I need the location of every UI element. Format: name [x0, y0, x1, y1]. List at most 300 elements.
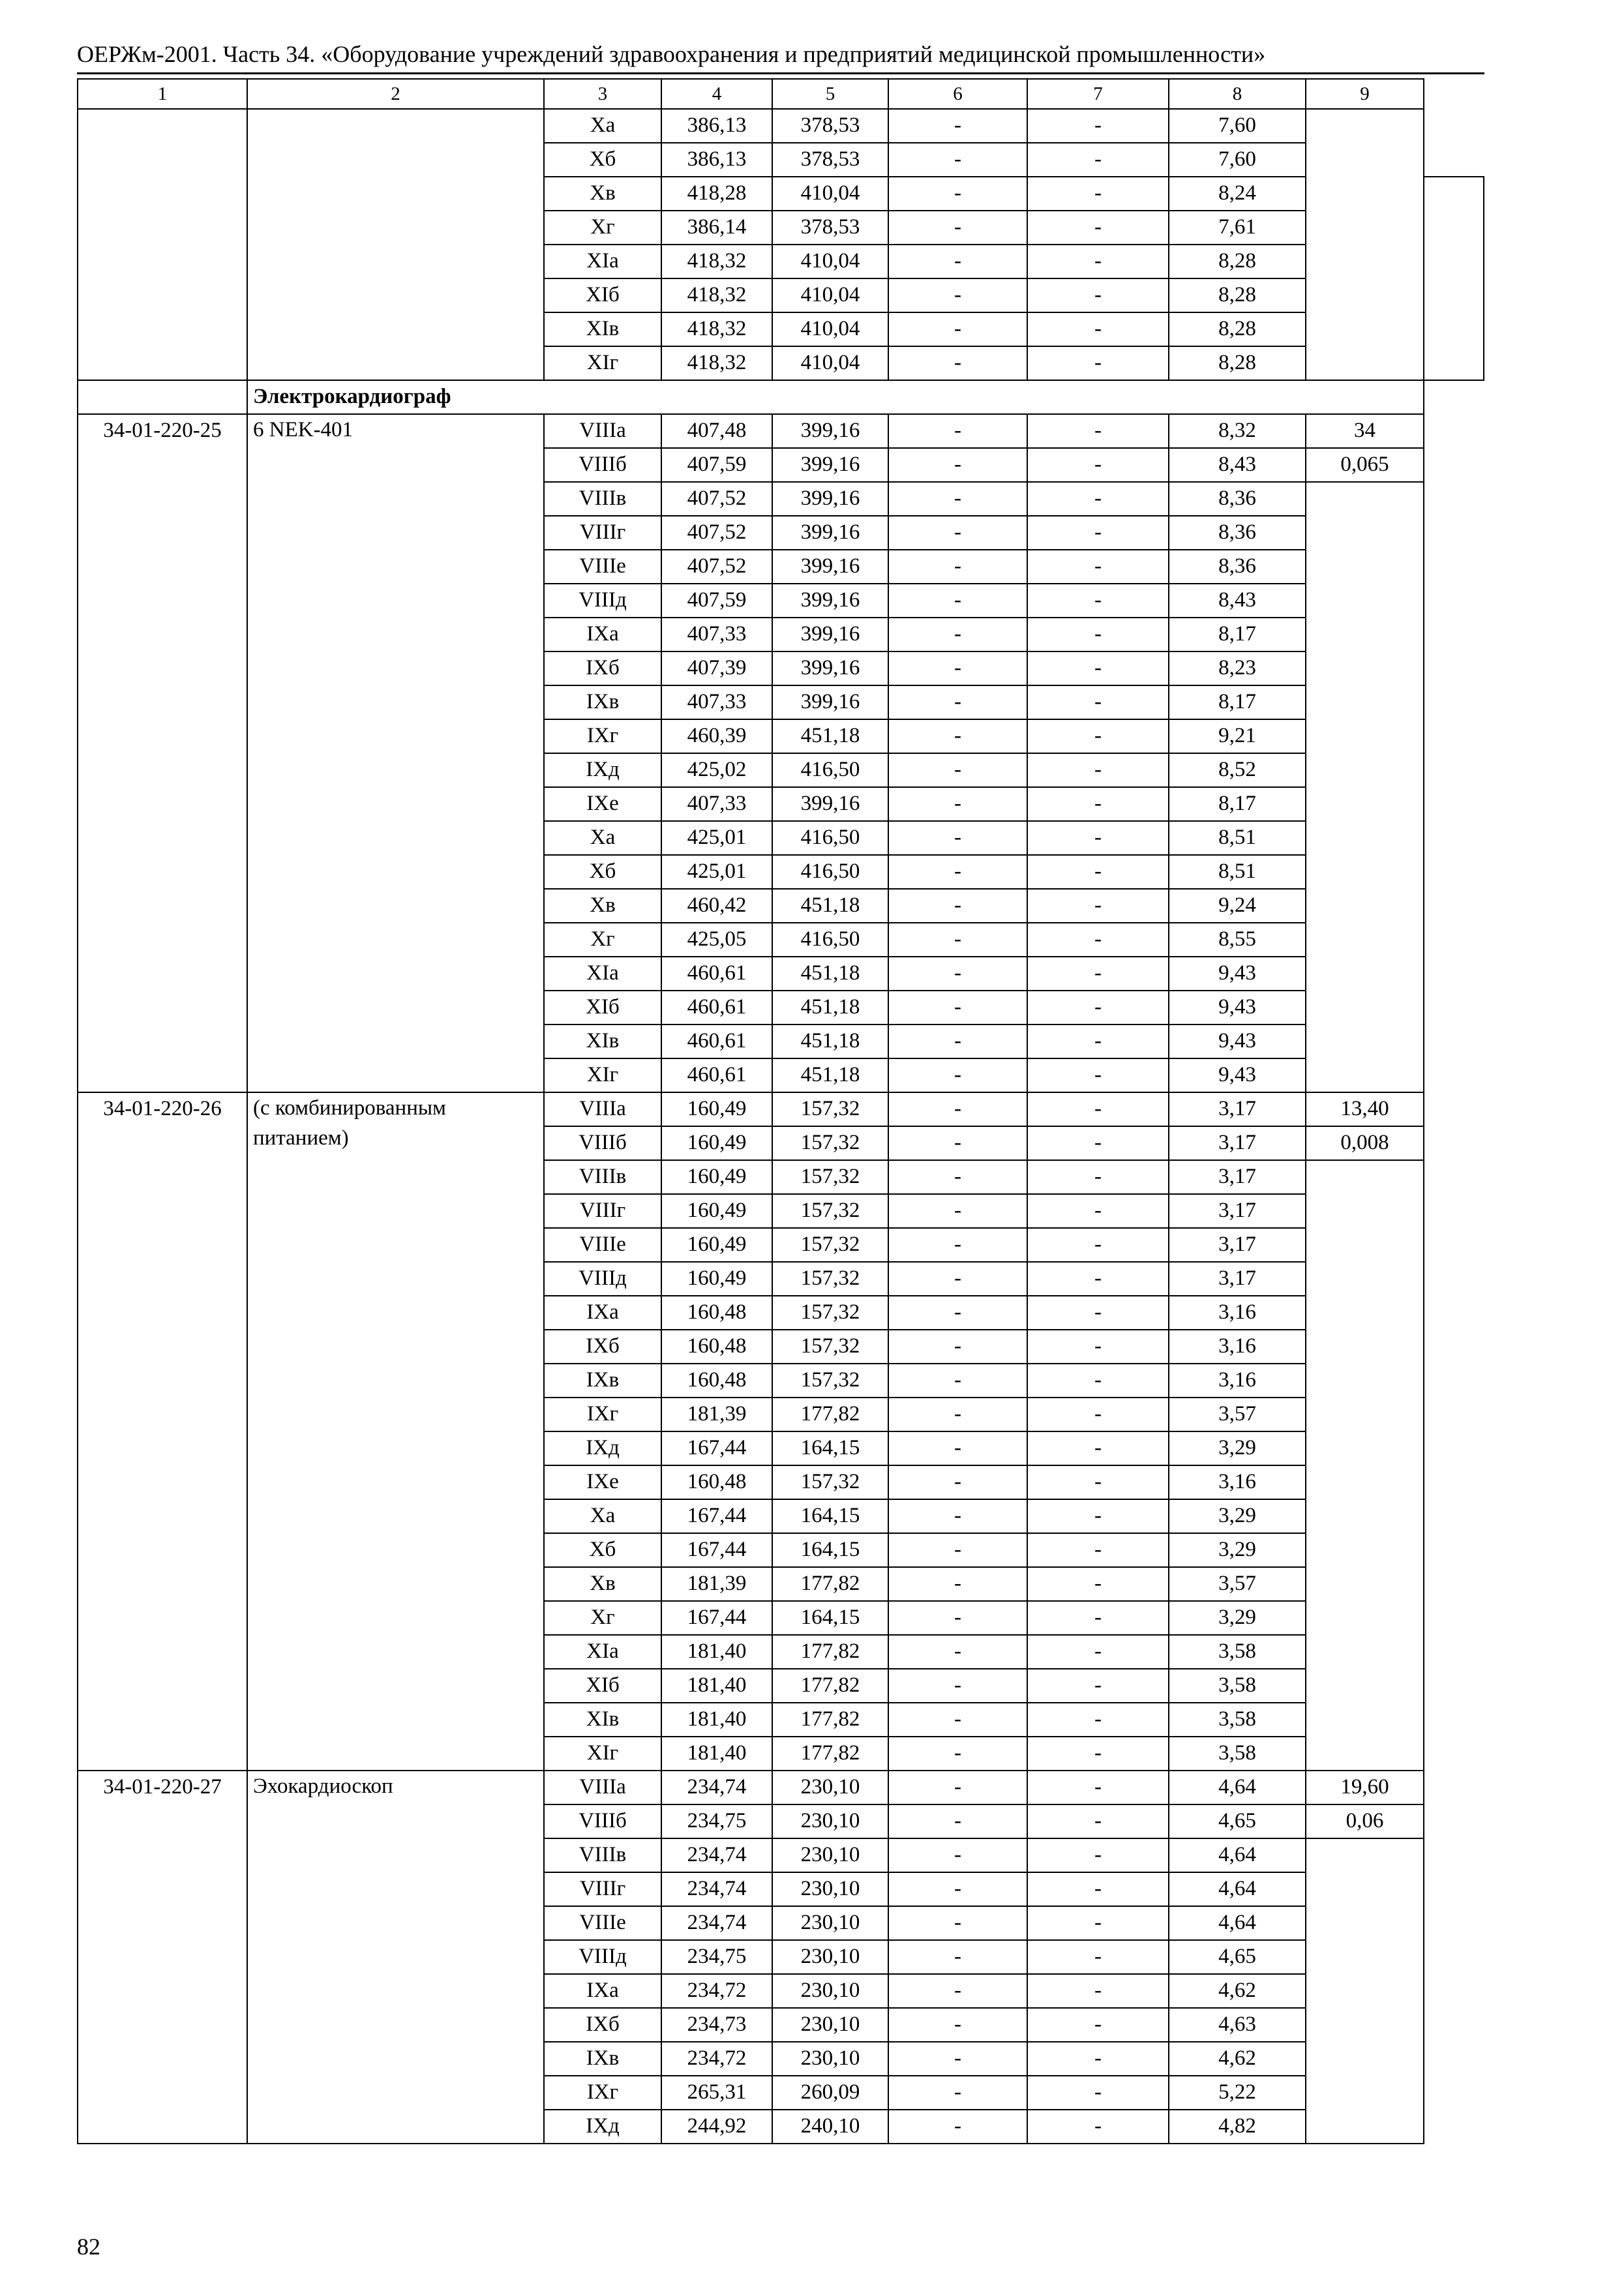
wage-cell: 230,10 — [772, 1804, 888, 1838]
column-number: 3 — [544, 79, 661, 109]
materials-cell: 3,17 — [1169, 1194, 1306, 1228]
total-cost-cell: 234,74 — [661, 1838, 772, 1872]
materials-cell: 3,29 — [1169, 1601, 1306, 1635]
condition-cell: ХIг — [544, 346, 661, 380]
materials-cell: 8,17 — [1169, 618, 1306, 651]
materials-cell: 8,51 — [1169, 821, 1306, 855]
machine-cell: - — [888, 1974, 1027, 2008]
condition-cell: VIIIд — [544, 1262, 661, 1296]
wage-cell: 260,09 — [772, 2076, 888, 2110]
machinist-cell: - — [1027, 482, 1169, 516]
materials-cell: 9,21 — [1169, 719, 1306, 753]
materials-cell: 3,17 — [1169, 1126, 1306, 1160]
total-cost-cell: 407,59 — [661, 448, 772, 482]
condition-cell: Хг — [544, 1601, 661, 1635]
machine-cell: - — [888, 923, 1027, 957]
machinist-cell: - — [1027, 923, 1169, 957]
wage-cell: 451,18 — [772, 1025, 888, 1058]
total-cost-cell: 407,48 — [661, 414, 772, 448]
item-code: 34-01-220-26 — [78, 1092, 247, 1771]
wage-cell: 399,16 — [772, 651, 888, 685]
wage-cell: 416,50 — [772, 923, 888, 957]
table-body — [78, 79, 1484, 2144]
wage-cell: 399,16 — [772, 550, 888, 584]
wage-cell: 164,15 — [772, 1601, 888, 1635]
total-cost-cell: 407,52 — [661, 516, 772, 550]
condition-cell: Хб — [544, 1533, 661, 1567]
machinist-cell: - — [1027, 855, 1169, 889]
machinist-cell: - — [1027, 1364, 1169, 1398]
total-cost-cell: 234,74 — [661, 1906, 772, 1940]
machine-cell: - — [888, 1872, 1027, 1906]
total-cost-cell: 407,33 — [661, 787, 772, 821]
materials-cell: 4,82 — [1169, 2110, 1306, 2144]
wage-cell: 230,10 — [772, 1838, 888, 1872]
machinist-cell: - — [1027, 1906, 1169, 1940]
machine-cell: - — [888, 1533, 1027, 1567]
machine-cell: - — [888, 1669, 1027, 1703]
total-cost-cell: 407,59 — [661, 584, 772, 618]
wage-cell: 451,18 — [772, 1058, 888, 1092]
wage-cell: 177,82 — [772, 1567, 888, 1601]
wage-cell: 378,53 — [772, 109, 888, 143]
condition-cell: VIIIб — [544, 1804, 661, 1838]
materials-cell: 8,28 — [1169, 245, 1306, 278]
condition-cell: ХIв — [544, 1025, 661, 1058]
machine-cell: - — [888, 821, 1027, 855]
machinist-cell: - — [1027, 1838, 1169, 1872]
materials-cell: 5,22 — [1169, 2076, 1306, 2110]
total-cost-cell: 425,01 — [661, 855, 772, 889]
condition-cell: ХIб — [544, 1669, 661, 1703]
machine-cell: - — [888, 1194, 1027, 1228]
materials-cell: 9,43 — [1169, 991, 1306, 1025]
total-cost-cell: 265,31 — [661, 2076, 772, 2110]
materials-cell: 8,55 — [1169, 923, 1306, 957]
machine-cell: - — [888, 719, 1027, 753]
materials-cell: 8,36 — [1169, 482, 1306, 516]
machinist-cell: - — [1027, 1974, 1169, 2008]
total-cost-cell: 418,32 — [661, 312, 772, 346]
table-row — [78, 1771, 1484, 1804]
materials-cell: 3,29 — [1169, 1499, 1306, 1533]
materials-cell: 8,28 — [1169, 312, 1306, 346]
materials-cell: 4,62 — [1169, 1974, 1306, 2008]
materials-cell: 3,58 — [1169, 1737, 1306, 1771]
machinist-cell: - — [1027, 787, 1169, 821]
wage-cell: 399,16 — [772, 448, 888, 482]
item-code: 34-01-220-25 — [78, 414, 247, 1092]
condition-cell: IХв — [544, 1364, 661, 1398]
total-cost-cell: 181,40 — [661, 1737, 772, 1771]
wage-cell: 157,32 — [772, 1228, 888, 1262]
machinist-cell: - — [1027, 584, 1169, 618]
machinist-cell: - — [1027, 177, 1169, 211]
machine-cell: - — [888, 1364, 1027, 1398]
machine-cell: - — [888, 414, 1027, 448]
wage-cell: 399,16 — [772, 584, 888, 618]
machinist-cell: - — [1027, 448, 1169, 482]
item-name: (с комбинированным питанием) — [247, 1092, 544, 1771]
section-row — [78, 380, 1484, 414]
machine-cell: - — [888, 143, 1027, 177]
machinist-cell: - — [1027, 1499, 1169, 1533]
labor-cell — [1306, 482, 1424, 1092]
wage-cell: 164,15 — [772, 1499, 888, 1533]
materials-cell: 8,24 — [1169, 177, 1306, 211]
machinist-cell: - — [1027, 1465, 1169, 1499]
machinist-cell: - — [1027, 1771, 1169, 1804]
total-cost-cell: 167,44 — [661, 1431, 772, 1465]
total-cost-cell: 418,28 — [661, 177, 772, 211]
machinist-cell: - — [1027, 1296, 1169, 1330]
wage-cell: 410,04 — [772, 346, 888, 380]
wage-cell: 157,32 — [772, 1126, 888, 1160]
machinist-cell: - — [1027, 1228, 1169, 1262]
machinist-cell: - — [1027, 821, 1169, 855]
materials-cell: 3,16 — [1169, 1364, 1306, 1398]
item-code — [78, 109, 247, 380]
table-row — [78, 1092, 1484, 1126]
machine-cell: - — [888, 109, 1027, 143]
labor-cell: 0,06 — [1306, 1804, 1424, 1838]
machinist-cell: - — [1027, 1431, 1169, 1465]
wage-cell: 157,32 — [772, 1194, 888, 1228]
machine-cell: - — [888, 651, 1027, 685]
condition-cell: Хв — [544, 1567, 661, 1601]
total-cost-cell: 181,39 — [661, 1567, 772, 1601]
machinist-cell: - — [1027, 1703, 1169, 1737]
machinist-cell: - — [1027, 2076, 1169, 2110]
machinist-cell: - — [1027, 1194, 1169, 1228]
total-cost-cell: 386,13 — [661, 143, 772, 177]
machine-cell: - — [888, 550, 1027, 584]
machine-cell: - — [888, 1804, 1027, 1838]
section-code-cell — [78, 380, 247, 414]
materials-cell: 8,28 — [1169, 346, 1306, 380]
machinist-cell: - — [1027, 1058, 1169, 1092]
machine-cell: - — [888, 1906, 1027, 1940]
materials-cell: 7,60 — [1169, 109, 1306, 143]
column-number: 2 — [247, 79, 544, 109]
wage-cell: 157,32 — [772, 1465, 888, 1499]
machinist-cell: - — [1027, 1262, 1169, 1296]
machine-cell: - — [888, 1431, 1027, 1465]
total-cost-cell: 425,05 — [661, 923, 772, 957]
wage-cell: 416,50 — [772, 821, 888, 855]
condition-cell: VIIIб — [544, 1126, 661, 1160]
materials-cell: 3,16 — [1169, 1330, 1306, 1364]
materials-cell: 4,64 — [1169, 1872, 1306, 1906]
condition-cell: Ха — [544, 1499, 661, 1533]
rates-table — [77, 78, 1484, 2144]
materials-cell: 8,23 — [1169, 651, 1306, 685]
wage-cell: 410,04 — [772, 278, 888, 312]
machinist-cell: - — [1027, 1126, 1169, 1160]
condition-cell: IХе — [544, 787, 661, 821]
wage-cell: 410,04 — [772, 245, 888, 278]
machinist-cell: - — [1027, 143, 1169, 177]
wage-cell: 399,16 — [772, 787, 888, 821]
total-cost-cell: 425,01 — [661, 821, 772, 855]
condition-cell: VIIIе — [544, 1906, 661, 1940]
wage-cell: 416,50 — [772, 855, 888, 889]
machinist-cell: - — [1027, 109, 1169, 143]
machine-cell: - — [888, 448, 1027, 482]
condition-cell: ХIа — [544, 245, 661, 278]
condition-cell: IХг — [544, 1398, 661, 1431]
condition-cell: VIIIг — [544, 1194, 661, 1228]
condition-cell: VIIIв — [544, 1160, 661, 1194]
materials-cell: 3,57 — [1169, 1567, 1306, 1601]
condition-cell: ХIв — [544, 1703, 661, 1737]
labor-cell: 0,065 — [1306, 448, 1424, 482]
materials-cell: 8,17 — [1169, 685, 1306, 719]
wage-cell: 230,10 — [772, 1906, 888, 1940]
wage-cell: 157,32 — [772, 1330, 888, 1364]
machinist-cell: - — [1027, 1330, 1169, 1364]
total-cost-cell: 244,92 — [661, 2110, 772, 2144]
total-cost-cell: 167,44 — [661, 1601, 772, 1635]
machine-cell: - — [888, 2008, 1027, 2042]
condition-cell: ХIб — [544, 991, 661, 1025]
materials-cell: 4,62 — [1169, 2042, 1306, 2076]
item-name: Эхокардиоскоп — [247, 1771, 544, 2144]
wage-cell: 157,32 — [772, 1364, 888, 1398]
machinist-cell: - — [1027, 211, 1169, 245]
wage-cell: 177,82 — [772, 1398, 888, 1431]
machinist-cell: - — [1027, 1567, 1169, 1601]
item-name — [247, 109, 544, 380]
column-number: 6 — [888, 79, 1027, 109]
total-cost-cell: 160,48 — [661, 1330, 772, 1364]
total-cost-cell: 181,40 — [661, 1669, 772, 1703]
wage-cell: 378,53 — [772, 143, 888, 177]
materials-cell: 8,43 — [1169, 448, 1306, 482]
total-cost-cell: 160,49 — [661, 1160, 772, 1194]
total-cost-cell: 181,40 — [661, 1703, 772, 1737]
machinist-cell: - — [1027, 516, 1169, 550]
wage-cell: 230,10 — [772, 2042, 888, 2076]
materials-cell: 7,60 — [1169, 143, 1306, 177]
wage-cell: 416,50 — [772, 753, 888, 787]
wage-cell: 399,16 — [772, 618, 888, 651]
machine-cell: - — [888, 1635, 1027, 1669]
total-cost-cell: 160,49 — [661, 1194, 772, 1228]
materials-cell: 9,43 — [1169, 957, 1306, 991]
condition-cell: IХв — [544, 2042, 661, 2076]
materials-cell: 9,43 — [1169, 1025, 1306, 1058]
total-cost-cell: 407,33 — [661, 685, 772, 719]
machine-cell: - — [888, 991, 1027, 1025]
column-number: 8 — [1169, 79, 1306, 109]
column-number-row — [78, 79, 1484, 109]
condition-cell: VIIIд — [544, 584, 661, 618]
machine-cell: - — [888, 1058, 1027, 1092]
total-cost-cell: 407,52 — [661, 482, 772, 516]
wage-cell: 451,18 — [772, 957, 888, 991]
materials-cell: 3,58 — [1169, 1669, 1306, 1703]
wage-cell: 399,16 — [772, 516, 888, 550]
wage-cell: 157,32 — [772, 1262, 888, 1296]
wage-cell: 230,10 — [772, 1872, 888, 1906]
total-cost-cell: 425,02 — [661, 753, 772, 787]
materials-cell: 8,43 — [1169, 584, 1306, 618]
condition-cell: IХг — [544, 2076, 661, 2110]
condition-cell: Хб — [544, 143, 661, 177]
machinist-cell: - — [1027, 2110, 1169, 2144]
condition-cell: VIIIе — [544, 550, 661, 584]
machinist-cell: - — [1027, 1804, 1169, 1838]
machine-cell: - — [888, 1703, 1027, 1737]
condition-cell: Хб — [544, 855, 661, 889]
materials-cell: 9,43 — [1169, 1058, 1306, 1092]
condition-cell: Хг — [544, 923, 661, 957]
machinist-cell: - — [1027, 1533, 1169, 1567]
machinist-cell: - — [1027, 2008, 1169, 2042]
machinist-cell: - — [1027, 346, 1169, 380]
total-cost-cell: 234,74 — [661, 1872, 772, 1906]
condition-cell: IХг — [544, 719, 661, 753]
total-cost-cell: 234,72 — [661, 1974, 772, 2008]
condition-cell: ХIа — [544, 1635, 661, 1669]
materials-cell: 4,65 — [1169, 1940, 1306, 1974]
materials-cell: 3,29 — [1169, 1533, 1306, 1567]
wage-cell: 157,32 — [772, 1160, 888, 1194]
machine-cell: - — [888, 1465, 1027, 1499]
machinist-cell: - — [1027, 1092, 1169, 1126]
total-cost-cell: 160,49 — [661, 1092, 772, 1126]
machinist-cell: - — [1027, 753, 1169, 787]
labor-cell: 0,008 — [1306, 1126, 1424, 1160]
condition-cell: IХб — [544, 651, 661, 685]
total-cost-cell: 160,48 — [661, 1364, 772, 1398]
column-number: 7 — [1027, 79, 1169, 109]
machinist-cell: - — [1027, 957, 1169, 991]
total-cost-cell: 167,44 — [661, 1533, 772, 1567]
materials-cell: 3,17 — [1169, 1160, 1306, 1194]
machine-cell: - — [888, 1737, 1027, 1771]
machinist-cell: - — [1027, 1940, 1169, 1974]
wage-cell: 451,18 — [772, 719, 888, 753]
materials-cell: 3,16 — [1169, 1296, 1306, 1330]
machinist-cell: - — [1027, 1398, 1169, 1431]
machine-cell: - — [888, 1126, 1027, 1160]
machine-cell: - — [888, 278, 1027, 312]
condition-cell: Ха — [544, 821, 661, 855]
labor-cell — [1306, 1160, 1424, 1771]
section-title: Электрокардиограф — [247, 380, 1424, 414]
machine-cell: - — [888, 1771, 1027, 1804]
condition-cell: ХIг — [544, 1737, 661, 1771]
machine-cell: - — [888, 346, 1027, 380]
machinist-cell: - — [1027, 278, 1169, 312]
machinist-cell: - — [1027, 1635, 1169, 1669]
total-cost-cell: 160,48 — [661, 1296, 772, 1330]
condition-cell: Ха — [544, 109, 661, 143]
machine-cell: - — [888, 1160, 1027, 1194]
condition-cell: IХд — [544, 753, 661, 787]
machine-cell: - — [888, 516, 1027, 550]
column-number: 9 — [1306, 79, 1424, 109]
wage-cell: 177,82 — [772, 1669, 888, 1703]
wage-cell: 399,16 — [772, 482, 888, 516]
wage-cell: 157,32 — [772, 1092, 888, 1126]
machine-cell: - — [888, 177, 1027, 211]
wage-cell: 230,10 — [772, 1974, 888, 2008]
condition-cell: IХе — [544, 1465, 661, 1499]
machine-cell: - — [888, 1330, 1027, 1364]
condition-cell: VIIIа — [544, 414, 661, 448]
table-row — [78, 414, 1484, 448]
wage-cell: 230,10 — [772, 1940, 888, 1974]
condition-cell: VIIIе — [544, 1228, 661, 1262]
condition-cell: IХа — [544, 618, 661, 651]
total-cost-cell: 460,39 — [661, 719, 772, 753]
materials-cell: 8,36 — [1169, 516, 1306, 550]
materials-cell: 4,64 — [1169, 1906, 1306, 1940]
total-cost-cell: 181,40 — [661, 1635, 772, 1669]
machine-cell: - — [888, 245, 1027, 278]
materials-cell: 8,51 — [1169, 855, 1306, 889]
materials-cell: 9,24 — [1169, 889, 1306, 923]
machine-cell: - — [888, 1296, 1027, 1330]
total-cost-cell: 460,42 — [661, 889, 772, 923]
condition-cell: VIIIв — [544, 482, 661, 516]
machine-cell: - — [888, 1601, 1027, 1635]
machinist-cell: - — [1027, 1025, 1169, 1058]
total-cost-cell: 386,14 — [661, 211, 772, 245]
total-cost-cell: 181,39 — [661, 1398, 772, 1431]
machinist-cell: - — [1027, 719, 1169, 753]
total-cost-cell: 460,61 — [661, 1058, 772, 1092]
condition-cell: VIIIг — [544, 516, 661, 550]
total-cost-cell: 234,75 — [661, 1804, 772, 1838]
machinist-cell: - — [1027, 889, 1169, 923]
machine-cell: - — [888, 753, 1027, 787]
condition-cell: ХIа — [544, 957, 661, 991]
condition-cell: IХа — [544, 1974, 661, 2008]
wage-cell: 177,82 — [772, 1737, 888, 1771]
table-row — [78, 109, 1484, 143]
materials-cell: 8,17 — [1169, 787, 1306, 821]
wage-cell: 451,18 — [772, 991, 888, 1025]
condition-cell: VIIIа — [544, 1092, 661, 1126]
machine-cell: - — [888, 1499, 1027, 1533]
header-rule — [77, 72, 1484, 74]
total-cost-cell: 160,49 — [661, 1126, 772, 1160]
total-cost-cell: 460,61 — [661, 957, 772, 991]
machinist-cell: - — [1027, 1160, 1169, 1194]
materials-cell: 3,17 — [1169, 1092, 1306, 1126]
condition-cell: VIIIб — [544, 448, 661, 482]
total-cost-cell: 234,74 — [661, 1771, 772, 1804]
wage-cell: 177,82 — [772, 1635, 888, 1669]
machine-cell: - — [888, 855, 1027, 889]
condition-cell: Хв — [544, 177, 661, 211]
total-cost-cell: 407,39 — [661, 651, 772, 685]
total-cost-cell: 234,75 — [661, 1940, 772, 1974]
condition-cell: Хв — [544, 889, 661, 923]
total-cost-cell: 160,49 — [661, 1262, 772, 1296]
machine-cell: - — [888, 1567, 1027, 1601]
total-cost-cell: 418,32 — [661, 278, 772, 312]
condition-cell: IХа — [544, 1296, 661, 1330]
condition-cell: IХб — [544, 2008, 661, 2042]
machine-cell: - — [888, 618, 1027, 651]
condition-cell: Хг — [544, 211, 661, 245]
materials-cell: 8,32 — [1169, 414, 1306, 448]
